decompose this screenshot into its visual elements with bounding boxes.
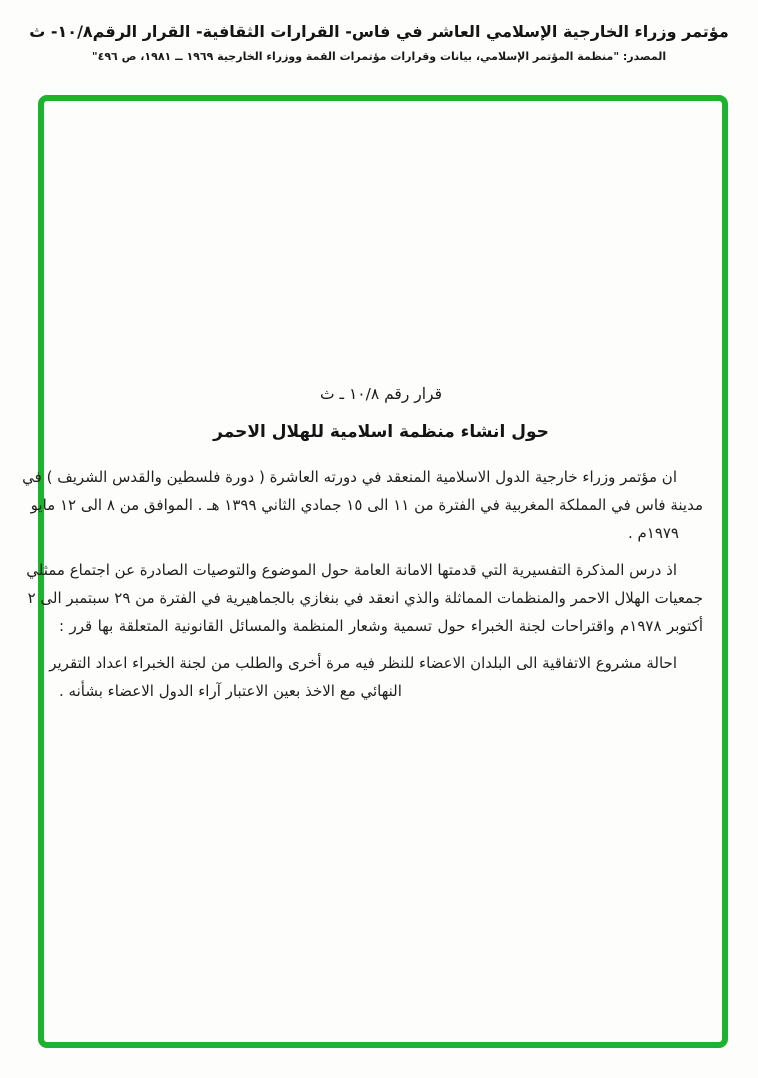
document-body [22,101,722,1042]
decision-number-title: قرار رقم ١٠/٨ ـ ث [319,385,443,403]
text-line: جمعيات الهلال الاحمر والمنظمات المماثلة والذي انعقد في بنغازي بالجماهيرية في الفترة من ٢٩ سبتمبر الى ٢ [27,589,703,607]
text-line: اذ درس المذكرة التفسيرية التي قدمتها الامانة العامة حول الموضوع والتوصيات الصادرة عن اجتماع ممثلي [26,561,677,579]
text-line: أكتوبر ١٩٧٨م واقتراحات لجنة الخبراء حول تسمية وشعار المنظمة والمسائل القانونية المتعلقة بها قرر : [59,617,703,635]
text-line: احالة مشروع الاتفاقية الى البلدان الاعضاء للنظر فيه مرة أخرى والطلب من لجنة الخبراء اعداد التقرير [49,654,677,672]
text-line: ان مؤتمر وزراء خارجية الدول الاسلامية المنعقد في دورته العاشرة ( دورة فلسطين والقدس الشريف ) في [22,468,677,486]
paragraph-preamble [22,463,703,547]
decision-subject-title: حول انشاء منظمة اسلامية للهلال الاحمر [213,422,549,442]
header-title-line: مؤتمر وزراء الخارجية الإسلامي العاشر في فاس- القرارات الثقافية- القرار الرقم١٠/٨- ث [29,22,729,41]
text-line: النهائي مع الاخذ بعين الاعتبار آراء الدول الاعضاء بشأنه . [59,682,402,700]
paragraph-decision [49,649,703,705]
text-line: ١٩٧٩م . [627,524,679,542]
page-header [0,20,758,65]
paragraph-considerations [26,556,703,640]
header-source-line: المصدر: "منظمة المؤتمر الإسلامي، بيانات وقرارات مؤتمرات القمة ووزراء الخارجية ١٩٦٩ ــ ١٩٨١، ص ٤٩٦" [91,50,667,63]
text-line: مدينة فاس في المملكة المغربية في الفترة من ١١ الى ١٥ جمادي الثاني ١٣٩٩ هـ . الموافق من ٨ الى ١٢ مايو [30,496,703,514]
